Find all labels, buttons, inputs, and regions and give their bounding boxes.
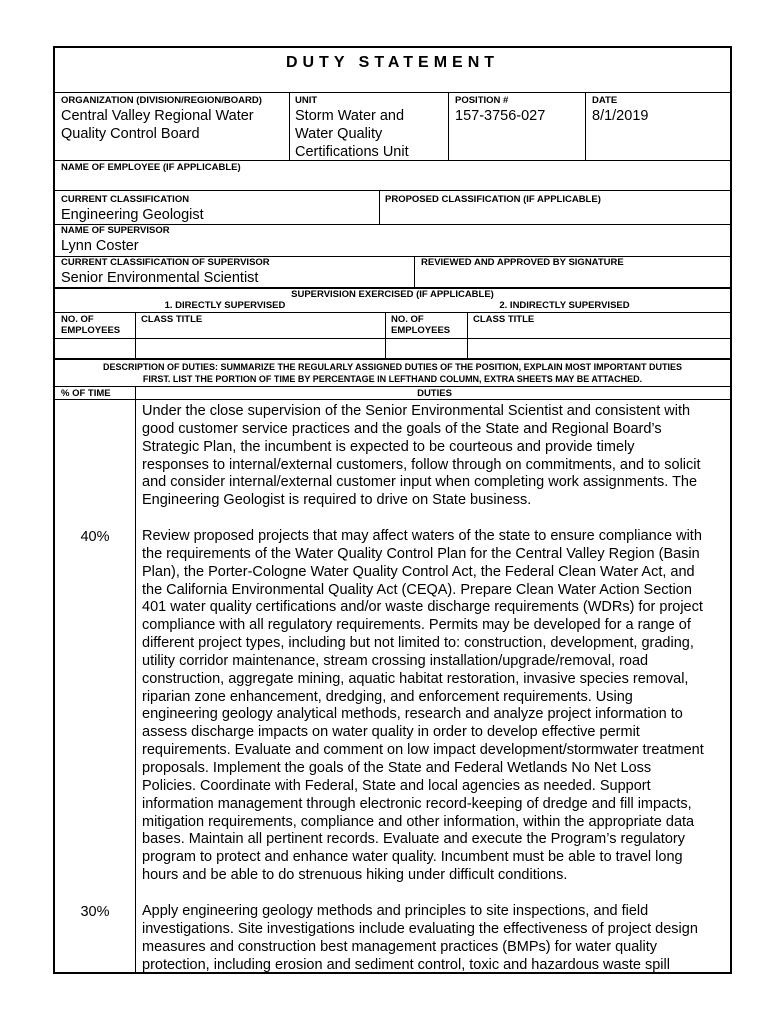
unit-value-line3: Certifications Unit (295, 144, 409, 160)
duty-line: utility corridor maintenance, stream crossing installation/upgrade/removal, road (142, 652, 649, 669)
divider (289, 92, 290, 160)
duty-line: measures and construction best management practices (BMPs) for water quality (142, 938, 657, 955)
duty-line: good customer service practices and the goals of the State and Regional Board’s (142, 420, 662, 437)
duty-line: assess discharge impacts on water quality in order to develop effective permit (142, 724, 640, 741)
duty-line: program to protect and enhance water quality. Incumbent must be able to travel long (142, 849, 683, 866)
organization-value-line2: Quality Control Board (61, 126, 200, 142)
organization-label: ORGANIZATION (DIVISION/REGION/BOARD) (61, 95, 262, 106)
current-classification-value: Engineering Geologist (61, 207, 204, 223)
divider (55, 386, 730, 387)
organization-value-line1: Central Valley Regional Water (61, 108, 254, 124)
indirect-class-title-label: CLASS TITLE (473, 314, 535, 325)
description-line1: DESCRIPTION OF DUTIES: SUMMARIZE THE REGULARLY ASSIGNED DUTIES OF THE POSITION, EXPLAIN MOST IMPORTANT DUTIES (102, 362, 683, 372)
description-line2: FIRST. LIST THE PORTION OF TIME BY PERCENTAGE IN LEFTHAND COLUMN, EXTRA SHEETS MAY BE ATTACHED. (142, 374, 643, 384)
duty-statement-form (53, 46, 732, 974)
duties-column-header: DUTIES (417, 388, 452, 399)
supervisor-classification-label: CURRENT CLASSIFICATION OF SUPERVISOR (61, 257, 270, 268)
divider (55, 358, 730, 360)
direct-employees-label-line2: EMPLOYEES (61, 325, 121, 336)
duty-line: and consider internal/external customer input when completing work assignments. The (142, 474, 698, 491)
divider (55, 190, 730, 191)
position-value: 157-3756-027 (455, 108, 546, 124)
divider (55, 92, 730, 93)
date-value: 8/1/2019 (592, 108, 649, 124)
duty-line: Under the close supervision of the Senior Environmental Scientist and consistent with (142, 403, 691, 419)
divider (55, 338, 730, 339)
unit-label: UNIT (295, 95, 318, 106)
supervision-heading: SUPERVISION EXERCISED (IF APPLICABLE) (291, 289, 494, 300)
duty-line: engineering geology analytical methods, research and analyze project information to (142, 706, 683, 723)
divider (55, 160, 730, 161)
indirect-employees-label-line1: NO. OF (391, 314, 424, 325)
divider (385, 312, 386, 360)
divider (467, 312, 468, 360)
duty-line: bases. Maintain all pertinent records. Evaluate and execute the Program’s regulatory (142, 831, 685, 848)
duty-line: the California Environmental Quality Act (CEQA). Prepare Clean Water Action Section (142, 581, 692, 598)
divider (448, 92, 449, 160)
duty-line: Strategic Plan, the incumbent is expected to be courteous and provide timely (142, 438, 635, 455)
indirectly-supervised-label: 2. INDIRECTLY SUPERVISED (499, 300, 630, 311)
duty-percent: 30% (80, 904, 110, 920)
reviewed-label: REVIEWED AND APPROVED BY SIGNATURE (421, 257, 624, 268)
duty-line: compliance with all regulatory requirements. Permits may be developed for a range of (142, 617, 691, 634)
duty-line: Apply engineering geology methods and principles to site inspections, and field (142, 903, 649, 919)
supervisor-label: NAME OF SUPERVISOR (61, 225, 170, 236)
direct-employees-label-line1: NO. OF (61, 314, 94, 325)
divider (379, 190, 380, 224)
duty-line: different project types, including but not limited to: construction, development, grading, (142, 635, 694, 652)
unit-value-line2: Water Quality (295, 126, 383, 142)
duty-paragraph-30 (142, 903, 732, 974)
directly-supervised-label: 1. DIRECTLY SUPERVISED (164, 300, 286, 311)
divider (414, 256, 415, 287)
duty-line: the requirements of the Water Quality Control Plan for the Central Valley Region (Basin (142, 545, 700, 562)
duty-line: Engineering Geologist is required to drive on State business. (142, 492, 532, 509)
duty-line: hours and be able to do strenuous hiking under difficult conditions. (142, 867, 568, 884)
unit-value-line1: Storm Water and (295, 108, 405, 124)
duty-line: Plan), the Porter-Cologne Water Quality Control Act, the Federal Clean Water Act, and (142, 563, 695, 580)
duty-paragraph-40 (142, 528, 732, 885)
form-title: DUTY STATEMENT (285, 54, 500, 71)
supervisor-classification-value: Senior Environmental Scientist (61, 270, 259, 286)
divider (135, 312, 136, 360)
duty-line: responses to internal/external customers, follow through on commitments, and to solicit (142, 456, 701, 473)
proposed-classification-label: PROPOSED CLASSIFICATION (IF APPLICABLE) (385, 194, 601, 205)
divider (585, 92, 586, 160)
duty-paragraph-intro (142, 403, 732, 510)
duty-line: 401 water quality certifications and/or waste discharge requirements (WDRs) for project (142, 599, 703, 616)
current-classification-label: CURRENT CLASSIFICATION (61, 194, 190, 205)
supervisor-value: Lynn Coster (61, 238, 139, 254)
duty-line: proposals. Implement the goals of the State and Federal Wetlands No Net Loss (142, 759, 652, 776)
duty-line: protection, including erosion and sediment control, toxic and hazardous waste spill (142, 956, 670, 973)
indirect-employees-label-line2: EMPLOYEES (391, 325, 451, 336)
duty-line: Policies. Coordinate with Federal, State and local agencies as needed. Support (142, 777, 651, 794)
divider (55, 399, 730, 400)
divider (55, 312, 730, 313)
employee-label: NAME OF EMPLOYEE (IF APPLICABLE) (61, 162, 241, 173)
percent-column-header: % OF TIME (61, 388, 111, 399)
duty-line: information management through electronic record-keeping of dredge and fill impacts, (142, 795, 692, 812)
position-label: POSITION # (455, 95, 509, 106)
duty-percent: 40% (80, 529, 110, 545)
duty-line: Review proposed projects that may affect waters of the state to ensure compliance with (142, 528, 702, 544)
direct-class-title-label: CLASS TITLE (141, 314, 203, 325)
duty-line: requirements. Evaluate and comment on low impact development/stormwater treatment (142, 742, 704, 759)
duty-line: construction, aggregate mining, aquatic habitat restoration, invasive species removal, (142, 670, 689, 687)
duty-line: riparian zone enhancement, dredging, and enforcement requirements. Using (142, 688, 633, 705)
percent-column-divider (135, 386, 136, 974)
duty-line: investigations. Site investigations include evaluating the effectiveness of project design (142, 920, 698, 937)
date-label: DATE (592, 95, 618, 106)
duty-line: mitigation requirements, compliance and other information, within the appropriate data (142, 813, 695, 830)
